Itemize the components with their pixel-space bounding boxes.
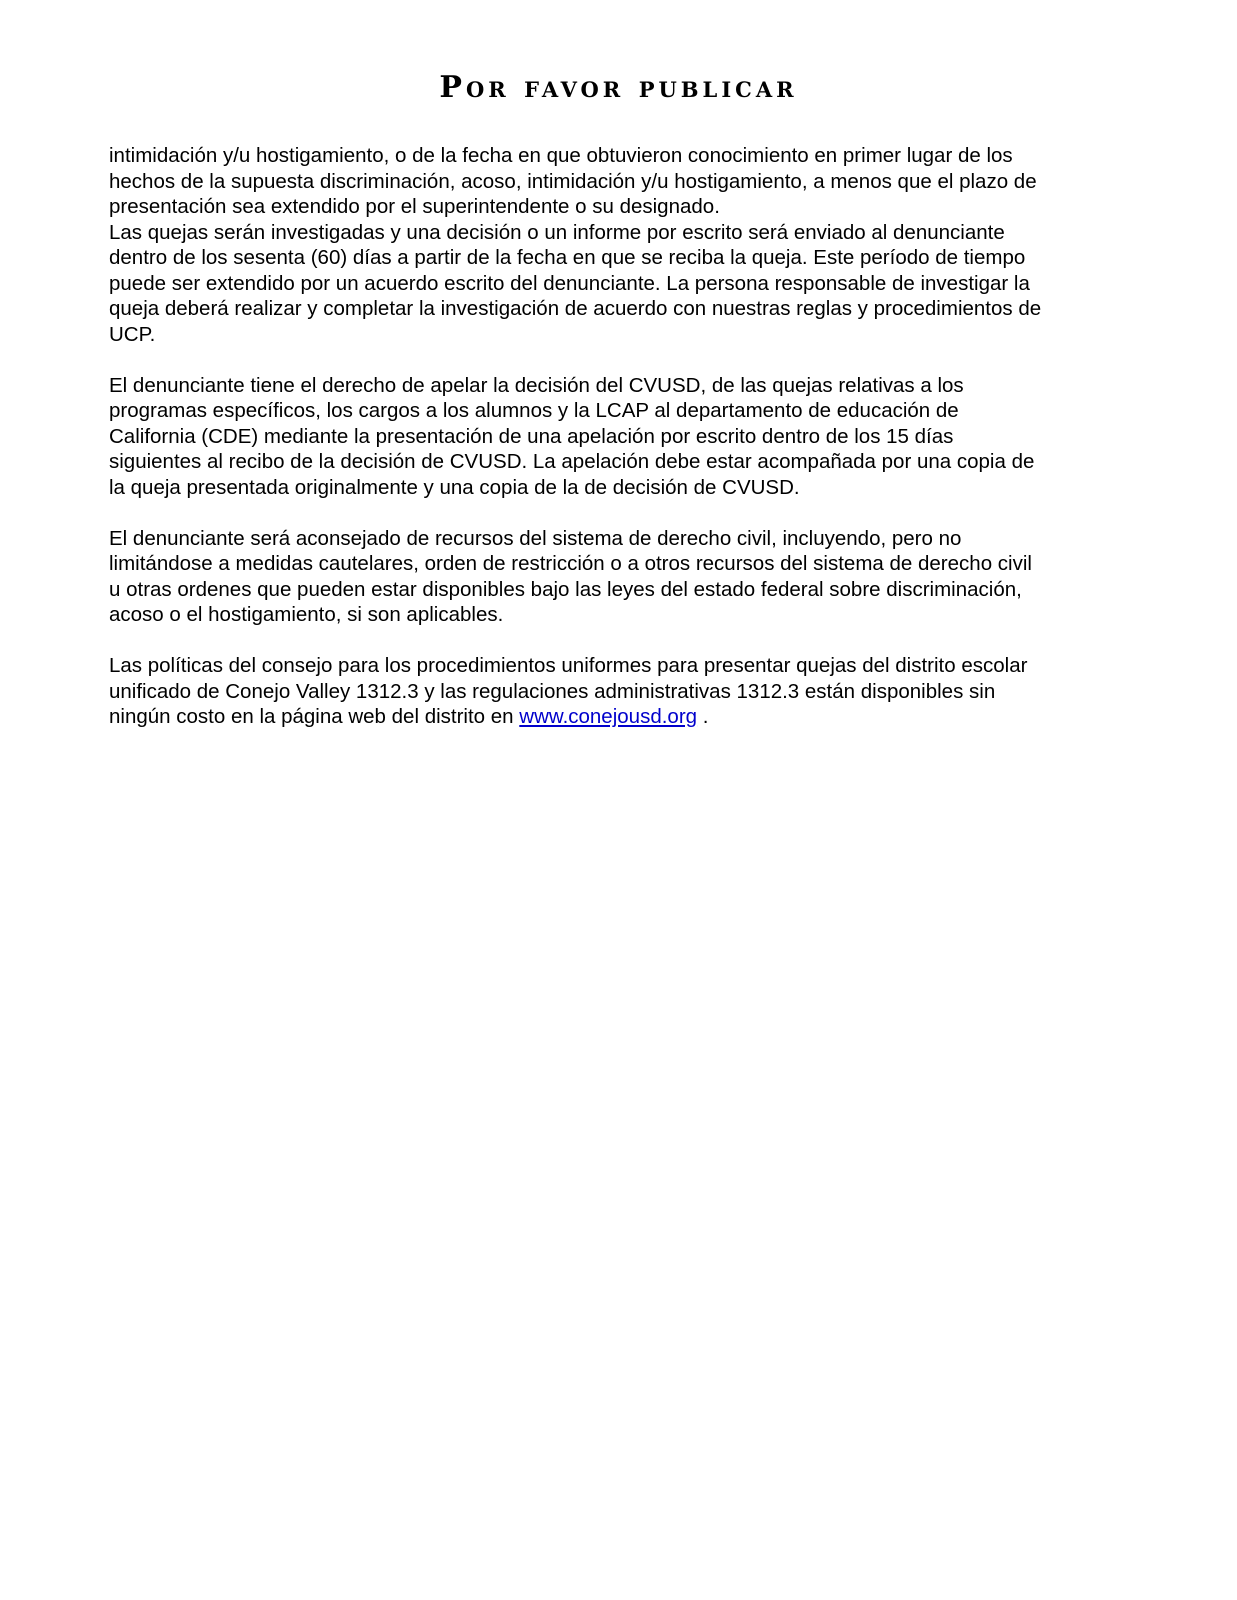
paragraph-spacer [109, 628, 1129, 654]
paragraph-policies [109, 653, 1129, 730]
paragraph-spacer [109, 500, 1129, 526]
district-website-link[interactable]: www.conejousd.org [519, 705, 698, 728]
paragraph-appeal: El denunciante tiene el derecho de apelar la decisión del CVUSD, de las quejas relativas a los programas específicos, los cargos a los alumnos y la LCAP al departamento de educación de California (CDE) mediante la presentación de una apelación por escrito dentro de los 15 días siguientes al recibo de la decisión de CVUSD. La apelación debe estar acompañada por una copia de la queja presentada originalmente y una copia de la de decisión de CVUSD. [109, 373, 1035, 499]
page-title: Por favor publicar [439, 70, 798, 105]
document-body [109, 143, 1129, 730]
policies-end: . [697, 705, 709, 728]
paragraph-civil-remedies: El denunciante será aconsejado de recursos del sistema de derecho civil, incluyendo, pero no limitándose a medidas cautelares, orden de restricción o a otros recursos del sistema de derecho civil u otras ordenes que pueden estar disponibles bajo las leyes del estado federal sobre discriminación, acoso o el hostigamiento, si son aplicables. [109, 526, 1032, 626]
policies-text: Las políticas del consejo para los procedimientos uniformes para presentar quejas del distrito escolar unificado de Conejo Valley 1312.3 y las regulaciones administrativas 1312.3 están disponibles sin ningún costo en la página web del distrito en [109, 654, 1028, 728]
paragraph-investigation: Las quejas serán investigadas y una decisión o un informe por escrito será enviado al denunciante dentro de los sesenta (60) días a partir de la fecha en que se reciba la queja. Este período de tiempo puede ser extendido por un acuerdo escrito del denunciante. La persona responsable de investigar la queja deberá realizar y completar la investigación de acuerdo con nuestras reglas y procedimientos de UCP. [109, 220, 1042, 346]
paragraph-filing-deadline: intimidación y/u hostigamiento, o de la fecha en que obtuvieron conocimiento en primer lugar de los hechos de la supuesta discriminación, acoso, intimidación y/u hostigamiento, a menos que el plazo de presentación sea extendido por el superintendente o su designado. [109, 144, 1037, 218]
paragraph-spacer [109, 347, 1129, 373]
